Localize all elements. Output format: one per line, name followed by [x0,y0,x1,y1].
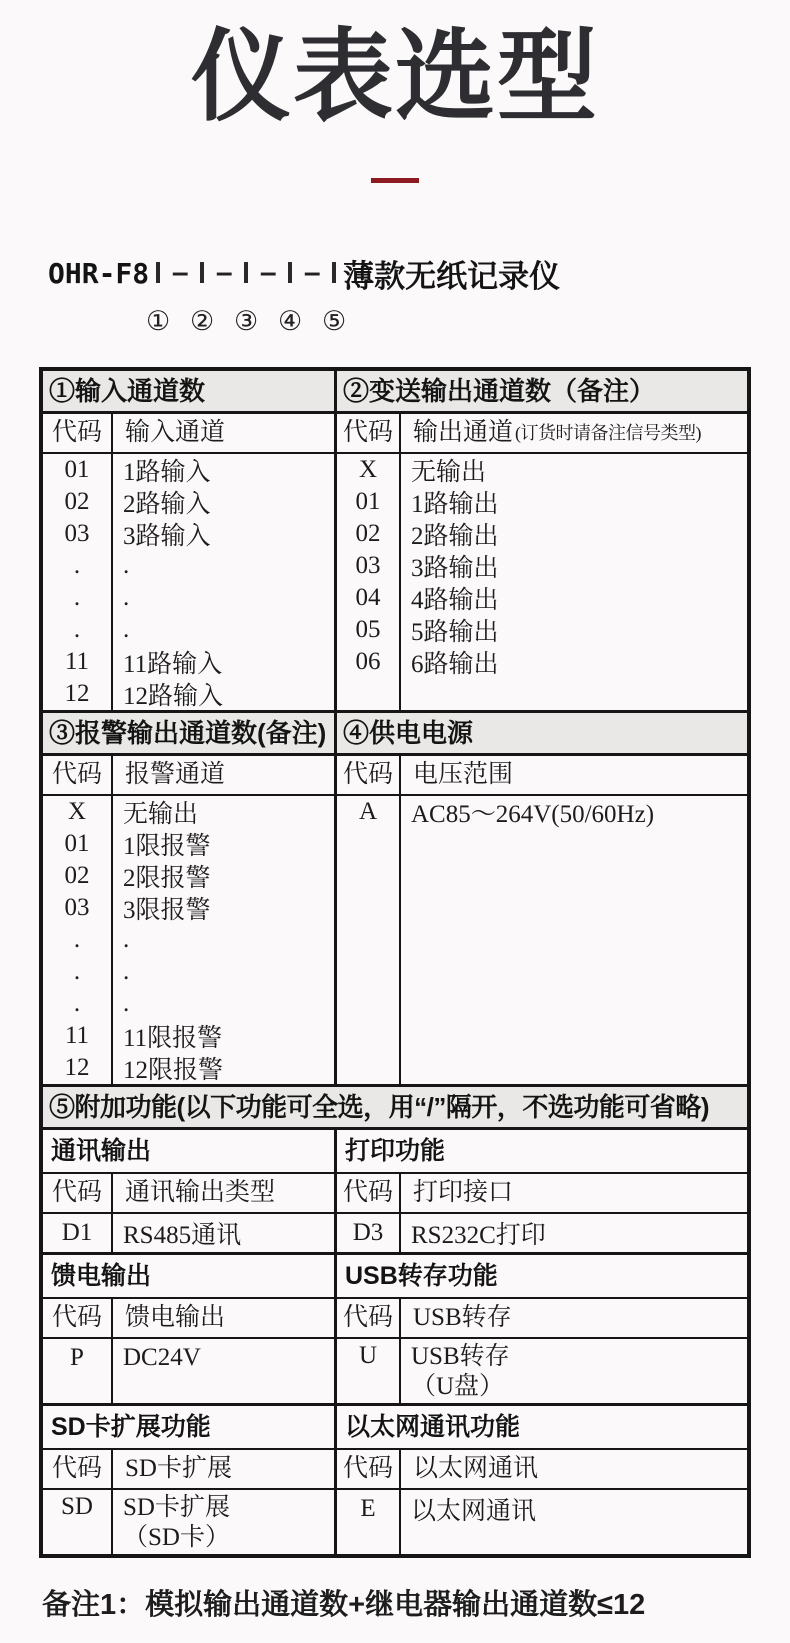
table-row: 11 11路输入 [64,648,223,678]
model-slot-box-5 [332,262,336,283]
ethernet-subheader: 代码 以太网通讯 [337,1450,747,1490]
page-title: 仪表选型 [191,21,599,133]
sd-card-title: SD卡扩展功能 [43,1406,334,1450]
value-column-header: 电压范围 [413,761,514,788]
section-3-rows [43,796,334,1084]
model-code-line [48,253,790,336]
usb-rows [337,1339,747,1403]
slot-number-4: ④ [278,306,303,336]
section-2-header: ②变送输出通道数（备注） [337,371,747,411]
table-row: 02 2限报警 [64,862,211,892]
band-sd-ethernet [43,1403,747,1554]
value-column-header: 报警通道 [125,761,226,788]
dash-separator: – [303,256,321,289]
model-slot-1 [146,264,171,336]
dash-separator: – [171,256,189,289]
slot-number-3: ③ [234,306,259,336]
dash-separator: – [259,256,277,289]
table-row: A AC85～264V(50/60Hz) [358,798,655,828]
table-row: 05 5路输出 [355,616,499,646]
feed-output-title: 馈电输出 [43,1255,334,1299]
table-row: 06 6路输出 [355,648,499,678]
value-column-header: 输出通道 (订货时请备注信号类型) [413,419,702,446]
section-3-subheader [43,756,334,796]
section-1-header: ①输入通道数 [43,371,334,411]
model-slot-box-1 [156,262,160,283]
usb-transfer-title: USB转存功能 [337,1255,747,1299]
table-row: P DC24V [70,1344,201,1371]
table-row: 03 3路输入 [64,520,211,550]
sd-rows [43,1490,334,1554]
band-content-3-4 [43,753,747,1084]
model-slot-box-2 [200,262,204,283]
table-row: 12 12路输入 [64,680,224,710]
feed-rows [43,1339,334,1403]
model-slot-box-4 [288,262,292,283]
code-column-header: 代码 [337,756,401,794]
slot-number-1: ① [146,306,171,336]
table-row: U USB转存 （U盘） [358,1342,510,1400]
table-row: 11 11限报警 [64,1022,223,1052]
order-note: (订货时请备注信号类型) [515,423,702,443]
ethernet-title: 以太网通讯功能 [337,1406,747,1450]
page [0,21,790,1643]
table-row: . . [73,958,130,985]
model-slot-box-3 [244,262,248,283]
comm-subheader: 代码 通讯输出类型 [43,1174,334,1214]
code-column-header: 代码 [337,414,401,452]
table-row: . . [73,552,130,579]
band-headers-3-4 [43,710,747,753]
band-header-5 [43,1084,747,1127]
band-headers-1-2 [43,371,747,411]
slot-number-2: ② [190,306,215,336]
table-row: 01 1路输入 [64,456,211,486]
section-4-subheader [337,756,747,796]
table-row: . . [73,990,130,1017]
spec-table [39,367,751,1558]
section-1-rows [43,454,334,710]
model-suffix: 薄款无纸记录仪 [343,258,561,294]
table-row: . . [73,584,130,611]
accent-divider [371,178,419,183]
table-row: SD SD卡扩展 （SD卡） [61,1493,230,1551]
model-slot-3 [234,264,259,336]
dash-separator: – [215,256,233,289]
ethernet-rows [337,1490,747,1554]
code-column-header: 代码 [43,756,113,794]
slot-number-5: ⑤ [322,306,347,336]
model-prefix: OHR-F8 [48,256,150,290]
table-row: 03 3限报警 [64,894,211,924]
section-2-rows [337,454,747,710]
table-row: D3 RS232C打印 [352,1219,546,1249]
section-2-subheader [337,414,747,454]
print-rows [337,1214,747,1252]
table-row: X 无输出 [358,456,487,486]
value-column-header: 输入通道 [125,419,226,446]
sd-subheader: 代码 SD卡扩展 [43,1450,334,1490]
comm-rows [43,1214,334,1252]
code-column-header: 代码 [43,414,113,452]
print-subheader: 代码 打印接口 [337,1174,747,1214]
section-1-subheader [43,414,334,454]
section-4-rows [337,796,747,1084]
table-row: 01 1限报警 [64,830,211,860]
table-row: 12 12限报警 [64,1054,224,1084]
table-row: 02 2路输出 [355,520,499,550]
section-5-header: ⑤附加功能(以下功能可全选，用“/”隔开，不选功能可省略) [43,1087,747,1127]
comm-output-title: 通讯输出 [43,1130,334,1174]
model-slot-2 [190,264,215,336]
band-feed-usb [43,1252,747,1403]
footer-note: 备注1：模拟输出通道数+继电器输出通道数≤12 [42,1589,646,1621]
model-slot-5 [322,264,347,336]
section-3-header: ③报警输出通道数(备注) [43,713,334,753]
table-row: 04 4路输出 [355,584,499,614]
print-function-title: 打印功能 [337,1130,747,1174]
table-row: 02 2路输入 [64,488,211,518]
section-4-header: ④供电电源 [337,713,747,753]
table-row: D1 RS485通讯 [61,1219,242,1249]
table-row: . . [73,616,130,643]
table-row: 01 1路输出 [355,488,499,518]
feed-subheader: 代码 馈电输出 [43,1299,334,1339]
model-slot-4 [278,264,303,336]
table-row: 03 3路输出 [355,552,499,582]
band-comm-print [43,1127,747,1252]
table-row: E 以太网通讯 [360,1495,537,1525]
usb-subheader: 代码 USB转存 [337,1299,747,1339]
table-row: . . [73,926,130,953]
table-row: X 无输出 [67,798,199,828]
band-content-1-2 [43,411,747,710]
